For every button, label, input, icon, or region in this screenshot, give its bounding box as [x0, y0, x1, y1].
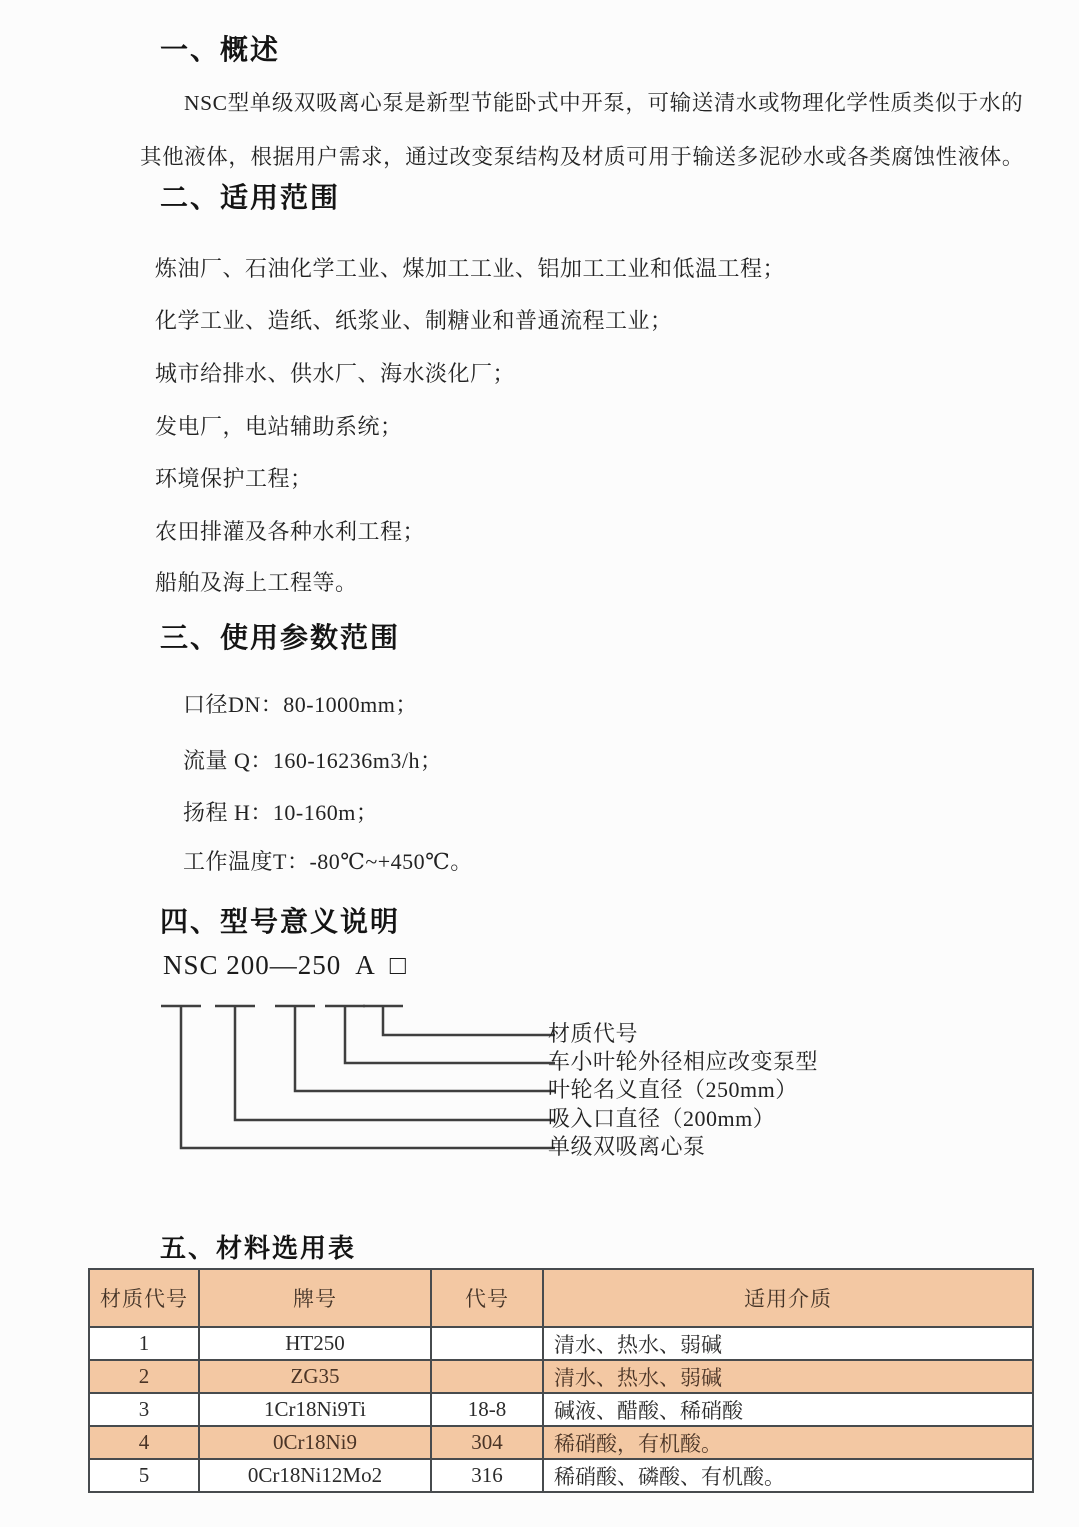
cell-grade: 1Cr18Ni9Ti: [199, 1393, 431, 1426]
cell-media: 清水、热水、弱碱: [543, 1327, 1033, 1360]
application-item-7: 船舶及海上工程等。: [155, 570, 358, 595]
table-row: [89, 1426, 1033, 1459]
section-heading-materials: 五、材料选用表: [160, 1233, 357, 1263]
cell-code: 3: [89, 1393, 199, 1426]
table-row: [89, 1327, 1033, 1360]
cell-media: 稀硝酸，有机酸。: [543, 1426, 1033, 1459]
cell-grade: ZG35: [199, 1360, 431, 1393]
parameter-item-dn: 口径DN：80-1000mm；: [183, 692, 418, 717]
diagram-label-trimmed-impeller: 车小叶轮外径相应改变泵型: [548, 1049, 819, 1074]
section-heading-parameters: 三、使用参数范围: [160, 622, 401, 653]
cell-media: 碱液、醋酸、稀硝酸: [543, 1393, 1033, 1426]
cell-code: 5: [89, 1459, 199, 1492]
application-item-2: 化学工业、造纸、纸浆业、制糖业和普通流程工业；: [155, 308, 673, 333]
cell-grade: HT250: [199, 1327, 431, 1360]
application-item-3: 城市给排水、供水厂、海水淡化厂；: [155, 361, 516, 386]
diagram-label-material-code: 材质代号: [548, 1021, 639, 1046]
model-code: NSC 200—250 A □: [163, 950, 408, 980]
cell-media: 稀硝酸、磷酸、有机酸。: [543, 1459, 1033, 1492]
diagram-label-suction-diameter: 吸入口直径（200mm）: [548, 1106, 776, 1131]
table-row: [89, 1360, 1033, 1393]
overview-paragraph-line-2: 其他液体，根据用户需求，通过改变泵结构及材质可用于输送多泥砂水或各类腐蚀性液体。: [140, 145, 1025, 169]
parameter-item-t: 工作温度T：-80℃~+450℃。: [183, 849, 473, 874]
diagram-label-impeller-diameter: 叶轮名义直径（250mm）: [548, 1077, 798, 1102]
cell-grade: 0Cr18Ni9: [199, 1426, 431, 1459]
section-heading-overview: 一、概述: [160, 34, 281, 65]
materials-table: [88, 1268, 1034, 1493]
application-item-1: 炼油厂、石油化学工业、煤加工工业、铝加工工业和低温工程；: [155, 256, 786, 281]
table-header-grade: 牌号: [199, 1269, 431, 1327]
table-header-media: 适用介质: [543, 1269, 1033, 1327]
cell-code: 1: [89, 1327, 199, 1360]
table-header-alias: 代号: [431, 1269, 543, 1327]
table-header-row: [89, 1269, 1033, 1327]
cell-code: 4: [89, 1426, 199, 1459]
cell-alias: [431, 1327, 543, 1360]
cell-media: 清水、热水、弱碱: [543, 1360, 1033, 1393]
overview-paragraph-line-1: NSC型单级双吸离心泵是新型节能卧式中开泵，可输送清水或物理化学性质类似于水的: [184, 91, 1024, 115]
table-row: [89, 1459, 1033, 1492]
diagram-label-pump-type: 单级双吸离心泵: [548, 1134, 706, 1159]
cell-alias: 304: [431, 1426, 543, 1459]
section-heading-model: 四、型号意义说明: [160, 906, 401, 937]
cell-alias: [431, 1360, 543, 1393]
parameter-item-h: 扬程 H：10-160m；: [183, 800, 379, 825]
application-item-4: 发电厂，电站辅助系统；: [155, 414, 403, 439]
cell-grade: 0Cr18Ni12Mo2: [199, 1459, 431, 1492]
section-heading-application: 二、适用范围: [160, 182, 341, 213]
cell-alias: 18-8: [431, 1393, 543, 1426]
application-item-6: 农田排灌及各种水利工程；: [155, 519, 426, 544]
cell-code: 2: [89, 1360, 199, 1393]
parameter-item-q: 流量 Q：160-16236m3/h；: [183, 748, 443, 773]
application-item-5: 环境保护工程；: [155, 466, 313, 491]
table-header-material-code: 材质代号: [89, 1269, 199, 1327]
table-row: [89, 1393, 1033, 1426]
model-diagram-lines: [160, 998, 580, 1158]
cell-alias: 316: [431, 1459, 543, 1492]
